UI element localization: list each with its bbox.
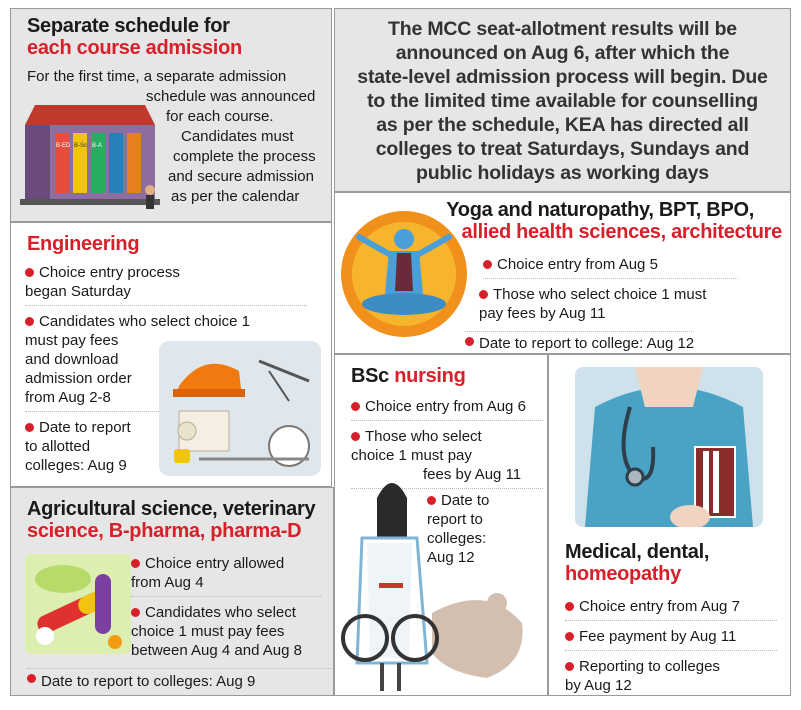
yoga-bullet [465,331,694,353]
bullet-line: choice 1 must pay [351,447,472,464]
schedule-text-line: for each course. [166,108,274,125]
bullet-line: Date to report to college: Aug 12 [479,335,695,352]
agri-title [27,498,315,542]
college-building-illustration [15,95,165,215]
bullet-line: admission order [25,370,132,387]
college-label: B-ED [56,143,71,149]
engineering-panel [10,222,332,487]
yoga-panel [334,192,791,354]
schedule-title-line2: each course admission [27,37,242,59]
nursing-title [351,365,466,387]
engineering-tools-illustration [159,341,321,476]
bullet-line: from Aug 2-8 [25,389,111,406]
yoga-bullet [483,255,738,279]
bullet-line: Choice entry from Aug 5 [497,256,658,273]
medical-title-line2: homeopathy [565,563,681,585]
medical-bullets [565,597,777,701]
announcement-line: colleges to treat Saturdays, Sundays and [375,138,750,160]
yoga-bullet [479,285,738,323]
schedule-panel [10,8,332,222]
schedule-text-line: schedule was announced [146,88,316,105]
announcement-text [335,17,790,185]
nurse-wheelchair-illustration [337,463,542,693]
schedule-text-line: For the first time, a separate admission [27,68,287,85]
agri-title-line1: Agricultural science, veterinary [27,498,316,520]
announcement-line: to the limited time available for counselling [367,90,758,112]
bullet-line: Choice entry allowed [145,555,285,572]
bullet-line: Date to [441,492,490,509]
bullet-line: between Aug 4 and Aug 8 [131,642,302,659]
agri-bullet [131,554,321,597]
medical-bullet [565,627,777,651]
medical-panel [548,354,791,696]
bullet-line: Date to report [39,419,131,436]
bullet-line: Fee payment by Aug 11 [579,628,737,645]
announcement-line: as per the schedule, KEA has directed all [376,114,749,136]
medical-title-line1: Medical, dental, [565,541,710,563]
announcement-line: state-level admission process will begin. Due [357,66,768,88]
announcement-line: announced on Aug 6, after which the [395,42,730,64]
medical-bullet [565,657,777,695]
bullet-line: Choice entry from Aug 7 [579,598,740,615]
bullet-line: Date to report to colleges: Aug 9 [41,673,256,690]
schedule-text-line: complete the process [173,148,316,165]
medical-bullet [565,597,777,621]
yoga-title-line1: Yoga and naturopathy, BPT, BPO, [446,199,754,221]
bullet-line: Those who select [365,428,482,445]
nursing-title-prefix: BSc [351,365,395,387]
college-label: B-A [92,143,103,149]
schedule-text-line: as per the calendar [171,188,300,205]
bullet-line: from Aug 4 [131,574,204,591]
schedule-text-line: and secure admission [168,168,314,185]
bullet-line: must pay fees [25,332,119,349]
bullet-line: Reporting to colleges [579,658,720,675]
agri-title-line2: science, B-pharma, pharma-D [27,520,302,542]
agri-bullet [131,603,321,660]
doctor-stethoscope-illustration [575,367,763,527]
bullet-line: Candidates who select choice 1 [39,313,250,330]
medical-title [565,541,709,585]
agri-bullet [27,668,331,691]
schedule-text-line: Candidates must [181,128,294,145]
announcement-panel [334,8,791,192]
bullet-line: to allotted [25,438,91,455]
yoga-title-line2: allied health sciences, architecture [461,221,782,243]
schedule-title-line1: Separate schedule for [27,15,230,37]
engineering-title: Engineering [27,233,140,255]
nursing-panel [334,354,548,696]
engineering-bullet [25,263,307,306]
yoga-title [446,199,782,243]
nursing-bullet [351,397,543,421]
bullet-line: report to [427,511,483,528]
bullet-line: pay fees by Aug 11 [479,305,606,322]
bullet-line: choice 1 must pay fees [131,623,285,640]
college-label: B-Sc [74,143,88,149]
agri-bullets [131,554,321,666]
bullet-line: Those who select choice 1 must [493,286,707,303]
bullet-line: Candidates who select [145,604,296,621]
medicine-pills-illustration [25,554,131,654]
schedule-title [27,15,242,59]
bullet-line: began Saturday [25,283,131,300]
bullet-line: Choice entry process [39,264,180,281]
bullet-line: colleges: Aug 9 [25,457,127,474]
agri-panel [10,487,334,696]
announcement-line: The MCC seat-allotment results will be [388,18,737,40]
bullet-line: colleges: [427,530,487,547]
bullet-line: and download [25,351,119,368]
bullet-line: Aug 12 [427,549,475,566]
nursing-title-course: nursing [394,365,466,387]
announcement-line: public holidays as working days [416,162,709,184]
bullet-line: by Aug 12 [565,677,632,694]
bullet-line: Choice entry from Aug 6 [365,398,526,415]
bullet-line: fees by Aug 11 [423,466,522,483]
yoga-bullets [479,255,738,329]
